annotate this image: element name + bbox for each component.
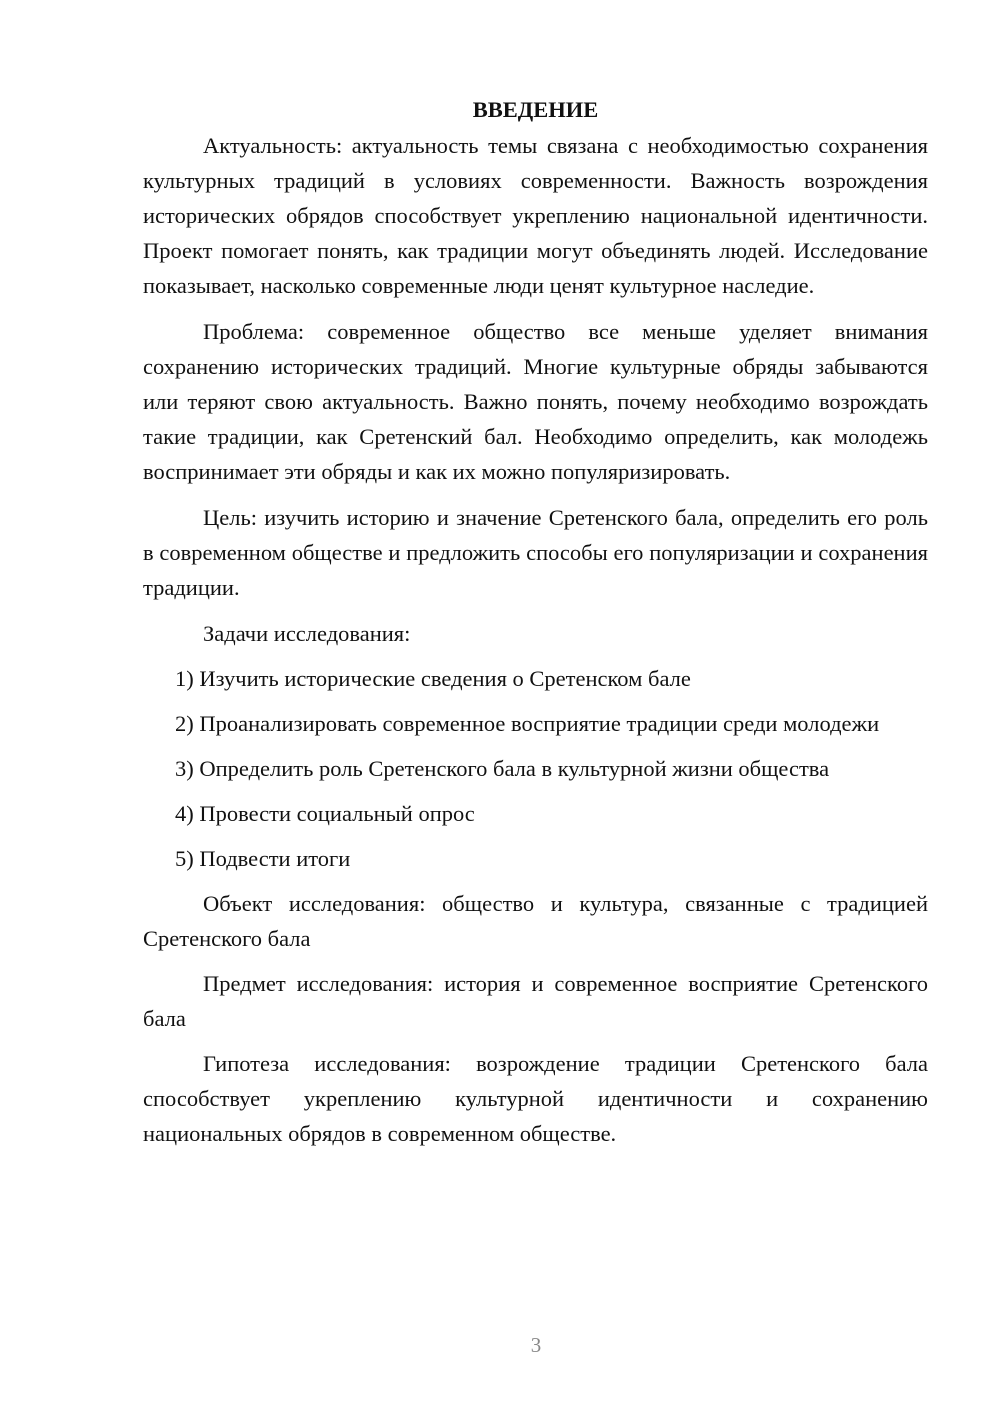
- task-item: 2) Проанализировать современное восприятие традиции среди молодежи: [175, 711, 880, 736]
- page-number: 3: [530, 1333, 542, 1357]
- task-item: 3) Определить роль Сретенского бала в культурной жизни общества: [175, 756, 830, 781]
- paragraph-relevance: Актуальность: актуальность темы связана с необходимостью сохранения культурных традиций в условиях современности. Важность возрождения исторических обрядов способствует укреплению национальной идентичности. Проект помогает понять, как традиции могут объединять людей. Исследование показывает, насколько современные люди ценят культурное наследие.: [143, 133, 928, 298]
- section-title: ВВЕДЕНИЕ: [472, 97, 599, 122]
- tasks-heading: Задачи исследования:: [203, 621, 411, 646]
- paragraph-object: Объект исследования: общество и культура, связанные с традицией Сретенского бала: [143, 891, 928, 951]
- task-item: 1) Изучить исторические сведения о Сретенском бале: [175, 666, 691, 691]
- task-item: 4) Провести социальный опрос: [175, 801, 475, 826]
- task-item: 5) Подвести итоги: [175, 846, 351, 871]
- page-content: [143, 92, 928, 1151]
- paragraph-hypothesis: Гипотеза исследования: возрождение традиции Сретенского бала способствует укреплению культурной идентичности и сохранению национальных обрядов в современном обществе.: [143, 1051, 928, 1146]
- paragraph-goal: Цель: изучить историю и значение Сретенского бала, определить его роль в современном обществе и предложить способы его популяризации и сохранения традиции.: [143, 505, 928, 600]
- paragraph-subject: Предмет исследования: история и современное восприятие Сретенского бала: [143, 971, 928, 1031]
- paragraph-problem: Проблема: современное общество все меньше уделяет внимания сохранению исторических традиций. Многие культурные обряды забываются или теряют свою актуальность. Важно понять, почему необходимо возрождать такие традиции, как Сретенский бал. Необходимо определить, как молодежь воспринимает эти обряды и как их можно популяризировать.: [143, 319, 928, 484]
